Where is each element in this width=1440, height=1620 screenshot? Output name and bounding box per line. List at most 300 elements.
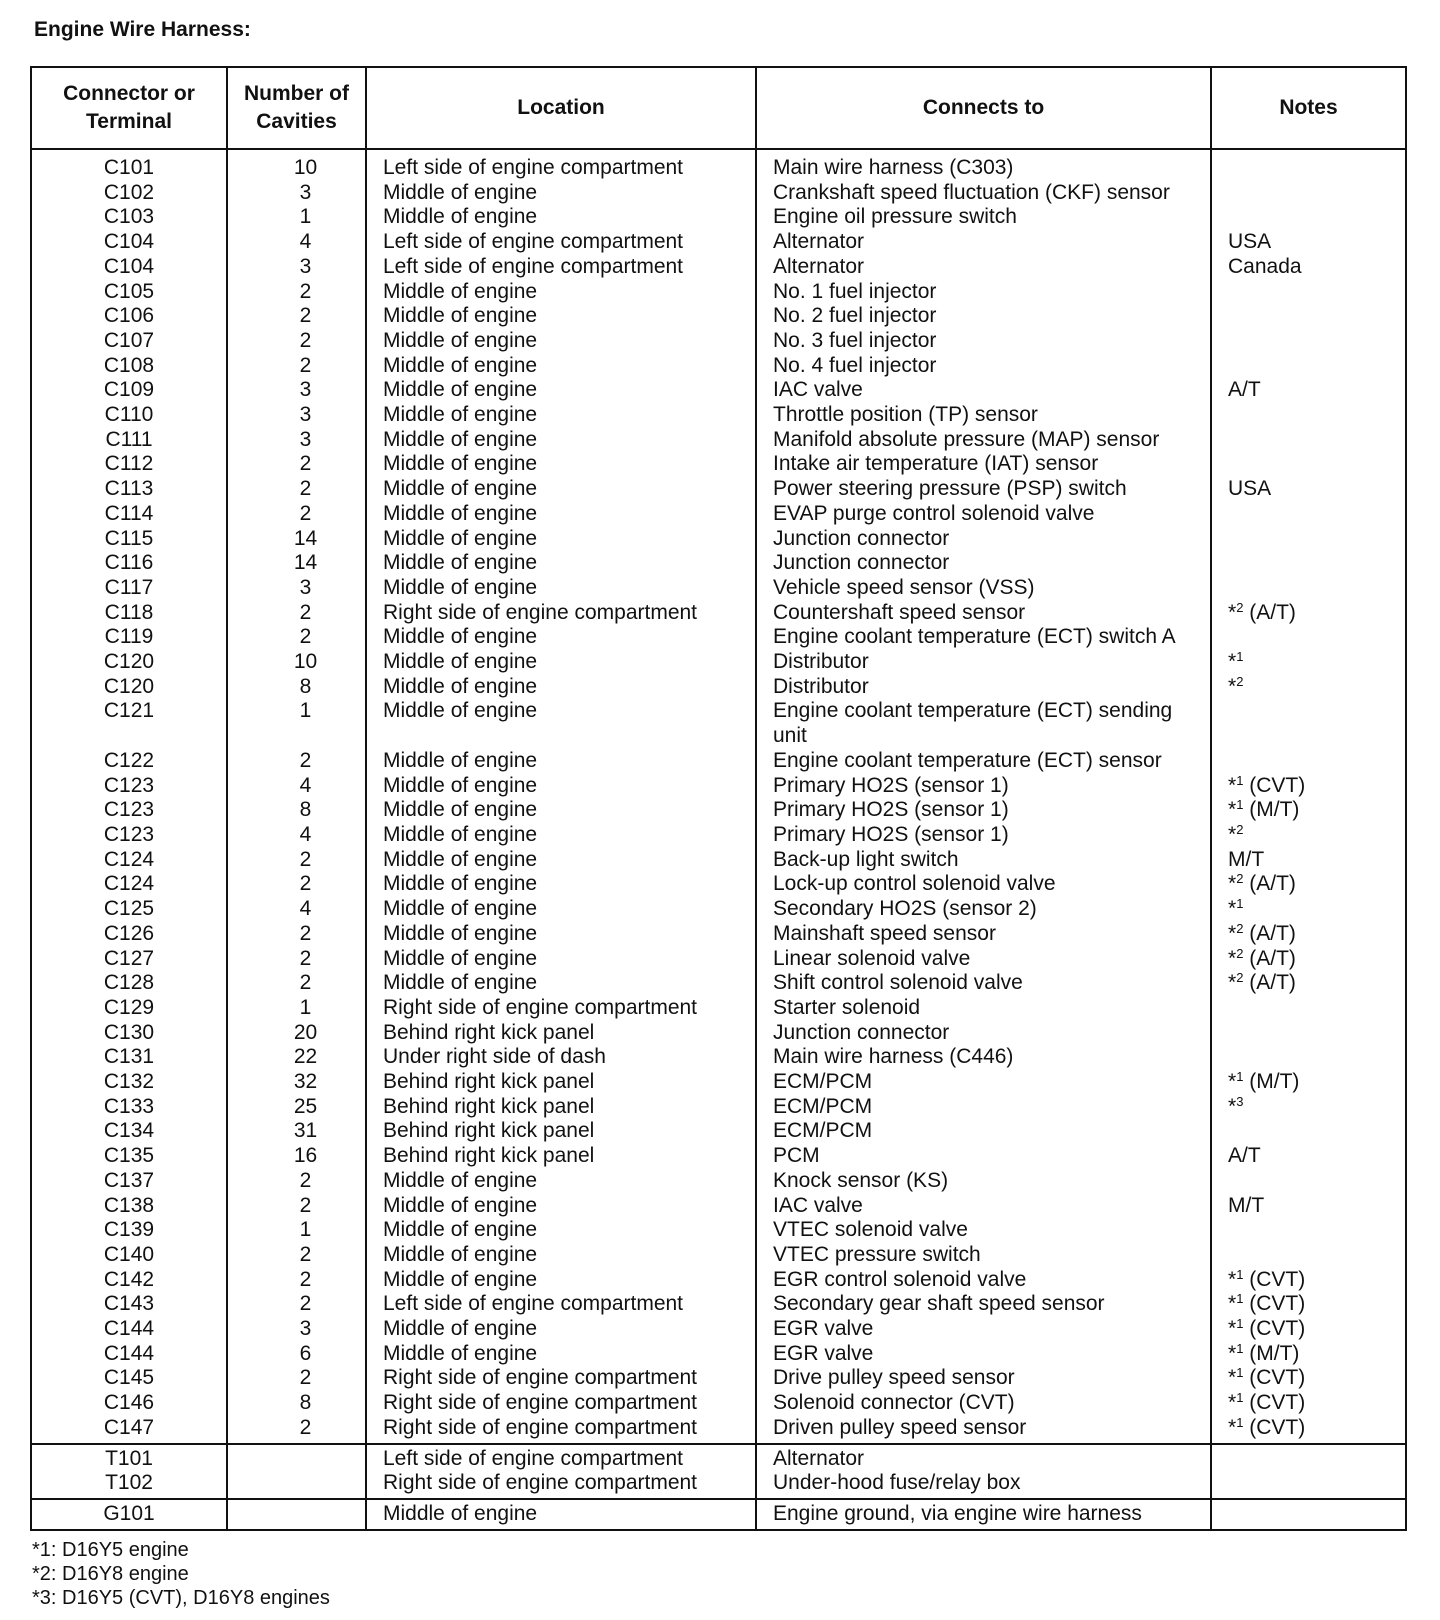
connector-cell: C123 bbox=[31, 798, 227, 823]
cavities-cell: 3 bbox=[227, 403, 366, 428]
cavities-cell: 25 bbox=[227, 1095, 366, 1120]
location-cell: Middle of engine bbox=[366, 1317, 756, 1342]
table-row bbox=[31, 1045, 1406, 1070]
cavities-cell: 2 bbox=[227, 601, 366, 626]
connector-cell: C122 bbox=[31, 749, 227, 774]
notes-cell bbox=[1211, 650, 1406, 675]
table-row bbox=[31, 823, 1406, 848]
notes-cell bbox=[1211, 280, 1406, 305]
location-cell: Middle of engine bbox=[366, 1243, 756, 1268]
table-row bbox=[31, 625, 1406, 650]
location-cell: Left side of engine compartment bbox=[366, 255, 756, 280]
connector-cell: C129 bbox=[31, 996, 227, 1021]
cavities-cell: 2 bbox=[227, 1268, 366, 1293]
footnote-3: *3: D16Y5 (CVT), D16Y8 engines bbox=[32, 1587, 330, 1609]
notes-cell bbox=[1211, 1144, 1406, 1169]
notes-cell bbox=[1211, 749, 1406, 774]
notes-cell bbox=[1211, 996, 1406, 1021]
table-row bbox=[31, 848, 1406, 873]
cavities-cell bbox=[227, 1471, 366, 1499]
cavities-cell: 1 bbox=[227, 996, 366, 1021]
connects-to-cell: EVAP purge control solenoid valve bbox=[756, 502, 1211, 527]
notes-text: *$^1$ (CVT) bbox=[1228, 772, 1306, 797]
connector-cell: C134 bbox=[31, 1119, 227, 1144]
footnotes bbox=[32, 1538, 330, 1610]
notes-cell bbox=[1211, 699, 1406, 748]
table-row bbox=[31, 1499, 1406, 1530]
table-row bbox=[31, 304, 1406, 329]
connects-to-cell: PCM bbox=[756, 1144, 1211, 1169]
notes-cell bbox=[1211, 502, 1406, 527]
cavities-cell: 2 bbox=[227, 1169, 366, 1194]
notes-cell bbox=[1211, 205, 1406, 230]
notes-cell bbox=[1211, 354, 1406, 379]
location-cell: Behind right kick panel bbox=[366, 1095, 756, 1120]
connects-to-cell: Junction connector bbox=[756, 1021, 1211, 1046]
connects-to-cell: EGR valve bbox=[756, 1317, 1211, 1342]
connector-cell: C123 bbox=[31, 823, 227, 848]
connector-cell: C114 bbox=[31, 502, 227, 527]
connector-cell: C109 bbox=[31, 378, 227, 403]
notes-cell bbox=[1211, 1070, 1406, 1095]
connects-to-cell: Alternator bbox=[756, 255, 1211, 280]
connector-cell: C142 bbox=[31, 1268, 227, 1293]
notes-text: *$^2$ (A/T) bbox=[1228, 871, 1296, 896]
notes-text: *$^1$ (CVT) bbox=[1228, 1266, 1306, 1291]
connects-to-cell: Vehicle speed sensor (VSS) bbox=[756, 576, 1211, 601]
cavities-cell: 2 bbox=[227, 1194, 366, 1219]
table-row bbox=[31, 403, 1406, 428]
connects-to-cell: Crankshaft speed fluctuation (CKF) sensor bbox=[756, 181, 1211, 206]
footnote-2: *2: D16Y8 engine bbox=[32, 1563, 189, 1585]
notes-cell bbox=[1211, 576, 1406, 601]
location-cell: Middle of engine bbox=[366, 477, 756, 502]
cavities-cell: 2 bbox=[227, 922, 366, 947]
location-cell: Middle of engine bbox=[366, 749, 756, 774]
notes-cell bbox=[1211, 798, 1406, 823]
location-cell: Right side of engine compartment bbox=[366, 996, 756, 1021]
connector-cell: C118 bbox=[31, 601, 227, 626]
connector-cell: C113 bbox=[31, 477, 227, 502]
notes-text: *$^1$ (CVT) bbox=[1228, 1390, 1306, 1415]
location-cell: Under right side of dash bbox=[366, 1045, 756, 1070]
location-cell: Middle of engine bbox=[366, 304, 756, 329]
connects-to-cell: Drive pulley speed sensor bbox=[756, 1366, 1211, 1391]
connects-to-cell: Main wire harness (C446) bbox=[756, 1045, 1211, 1070]
connector-cell: T102 bbox=[31, 1471, 227, 1499]
table-row bbox=[31, 428, 1406, 453]
cavities-cell: 2 bbox=[227, 848, 366, 873]
table-row bbox=[31, 1169, 1406, 1194]
table-row bbox=[31, 774, 1406, 799]
table-row bbox=[31, 872, 1406, 897]
table-row bbox=[31, 897, 1406, 922]
connector-cell: C130 bbox=[31, 1021, 227, 1046]
location-cell: Left side of engine compartment bbox=[366, 1292, 756, 1317]
cavities-cell: 4 bbox=[227, 230, 366, 255]
cavities-cell: 1 bbox=[227, 205, 366, 230]
connects-to-cell: Engine oil pressure switch bbox=[756, 205, 1211, 230]
connector-cell: C108 bbox=[31, 354, 227, 379]
connects-to-cell: Alternator bbox=[756, 230, 1211, 255]
table-row bbox=[31, 1144, 1406, 1169]
cavities-cell: 22 bbox=[227, 1045, 366, 1070]
connects-to-cell: Intake air temperature (IAT) sensor bbox=[756, 452, 1211, 477]
notes-cell bbox=[1211, 1391, 1406, 1416]
table-row bbox=[31, 1471, 1406, 1499]
connector-cell: C111 bbox=[31, 428, 227, 453]
cavities-cell: 2 bbox=[227, 304, 366, 329]
cavities-cell: 2 bbox=[227, 329, 366, 354]
cavities-cell: 2 bbox=[227, 477, 366, 502]
notes-text: *$^1$ (M/T) bbox=[1228, 797, 1300, 822]
connects-to-cell: Alternator bbox=[756, 1444, 1211, 1472]
cavities-cell: 2 bbox=[227, 872, 366, 897]
notes-cell bbox=[1211, 1471, 1406, 1499]
connects-to-cell: Distributor bbox=[756, 675, 1211, 700]
connector-cell: C104 bbox=[31, 255, 227, 280]
location-cell: Middle of engine bbox=[366, 527, 756, 552]
connector-cell: C135 bbox=[31, 1144, 227, 1169]
location-cell: Middle of engine bbox=[366, 848, 756, 873]
location-cell: Middle of engine bbox=[366, 1194, 756, 1219]
cavities-cell bbox=[227, 1499, 366, 1530]
notes-cell bbox=[1211, 329, 1406, 354]
table-row bbox=[31, 452, 1406, 477]
cavities-cell: 4 bbox=[227, 774, 366, 799]
table-row bbox=[31, 1366, 1406, 1391]
column-header-connects-to: Connects to bbox=[756, 67, 1211, 149]
table-row bbox=[31, 527, 1406, 552]
location-cell: Middle of engine bbox=[366, 403, 756, 428]
cavities-cell: 3 bbox=[227, 181, 366, 206]
location-cell: Middle of engine bbox=[366, 1268, 756, 1293]
connects-to-cell: Engine ground, via engine wire harness bbox=[756, 1499, 1211, 1530]
location-cell: Left side of engine compartment bbox=[366, 149, 756, 181]
page-title: Engine Wire Harness: bbox=[34, 18, 251, 41]
terminal-rows bbox=[31, 1444, 1406, 1499]
table-row bbox=[31, 1444, 1406, 1472]
notes-text: *$^3$ bbox=[1228, 1093, 1244, 1118]
notes-cell bbox=[1211, 897, 1406, 922]
column-header-notes: Notes bbox=[1211, 67, 1406, 149]
connects-to-cell: No. 3 fuel injector bbox=[756, 329, 1211, 354]
location-cell: Middle of engine bbox=[366, 354, 756, 379]
connects-to-cell: IAC valve bbox=[756, 378, 1211, 403]
connector-cell: C117 bbox=[31, 576, 227, 601]
notes-cell bbox=[1211, 947, 1406, 972]
connects-to-cell: Driven pulley speed sensor bbox=[756, 1416, 1211, 1444]
table-row bbox=[31, 996, 1406, 1021]
notes-cell bbox=[1211, 848, 1406, 873]
location-cell: Middle of engine bbox=[366, 798, 756, 823]
location-cell: Right side of engine compartment bbox=[366, 1416, 756, 1444]
table-row bbox=[31, 971, 1406, 996]
location-cell: Middle of engine bbox=[366, 452, 756, 477]
table-row bbox=[31, 1317, 1406, 1342]
notes-cell bbox=[1211, 625, 1406, 650]
connector-cell: C124 bbox=[31, 872, 227, 897]
location-cell: Right side of engine compartment bbox=[366, 1391, 756, 1416]
cavities-cell: 2 bbox=[227, 1416, 366, 1444]
connects-to-cell: Solenoid connector (CVT) bbox=[756, 1391, 1211, 1416]
connector-cell: C102 bbox=[31, 181, 227, 206]
cavities-cell: 32 bbox=[227, 1070, 366, 1095]
location-cell: Middle of engine bbox=[366, 947, 756, 972]
connects-to-cell: ECM/PCM bbox=[756, 1119, 1211, 1144]
connector-cell: C107 bbox=[31, 329, 227, 354]
notes-cell bbox=[1211, 230, 1406, 255]
notes-cell bbox=[1211, 1317, 1406, 1342]
table-row bbox=[31, 205, 1406, 230]
location-cell: Middle of engine bbox=[366, 872, 756, 897]
connector-cell: C147 bbox=[31, 1416, 227, 1444]
table-row bbox=[31, 576, 1406, 601]
connects-to-cell: No. 2 fuel injector bbox=[756, 304, 1211, 329]
connector-cell: C116 bbox=[31, 551, 227, 576]
connector-cell: C104 bbox=[31, 230, 227, 255]
cavities-cell: 2 bbox=[227, 1292, 366, 1317]
connects-to-cell: VTEC solenoid valve bbox=[756, 1218, 1211, 1243]
notes-text: M/T bbox=[1228, 847, 1265, 871]
notes-text: *$^1$ (CVT) bbox=[1228, 1291, 1306, 1316]
cavities-cell: 2 bbox=[227, 354, 366, 379]
table-row bbox=[31, 230, 1406, 255]
connects-to-cell: Countershaft speed sensor bbox=[756, 601, 1211, 626]
notes-cell bbox=[1211, 872, 1406, 897]
connector-cell: G101 bbox=[31, 1499, 227, 1530]
notes-cell bbox=[1211, 1444, 1406, 1472]
table-row bbox=[31, 1342, 1406, 1367]
harness-table bbox=[30, 66, 1405, 1531]
connects-to-cell: Throttle position (TP) sensor bbox=[756, 403, 1211, 428]
location-cell: Middle of engine bbox=[366, 1342, 756, 1367]
notes-cell bbox=[1211, 1095, 1406, 1120]
connector-cell: C101 bbox=[31, 149, 227, 181]
connects-to-cell: Back-up light switch bbox=[756, 848, 1211, 873]
cavities-cell: 1 bbox=[227, 699, 366, 748]
connector-cell: C123 bbox=[31, 774, 227, 799]
notes-cell bbox=[1211, 1119, 1406, 1144]
connector-cell: C124 bbox=[31, 848, 227, 873]
table-row bbox=[31, 1416, 1406, 1444]
cavities-cell: 10 bbox=[227, 650, 366, 675]
location-cell: Middle of engine bbox=[366, 205, 756, 230]
column-header-cavities: Number of Cavities bbox=[227, 67, 366, 149]
location-cell: Middle of engine bbox=[366, 922, 756, 947]
connects-to-cell: ECM/PCM bbox=[756, 1070, 1211, 1095]
notes-cell bbox=[1211, 477, 1406, 502]
location-cell: Middle of engine bbox=[366, 280, 756, 305]
table-row bbox=[31, 947, 1406, 972]
cavities-cell: 3 bbox=[227, 576, 366, 601]
location-cell: Middle of engine bbox=[366, 699, 756, 748]
connector-cell: C119 bbox=[31, 625, 227, 650]
cavities-cell: 6 bbox=[227, 1342, 366, 1367]
notes-text: *$^1$ (M/T) bbox=[1228, 1069, 1300, 1094]
table-row bbox=[31, 650, 1406, 675]
notes-text: *$^1$ (CVT) bbox=[1228, 1365, 1306, 1390]
connector-cell: C127 bbox=[31, 947, 227, 972]
table-row bbox=[31, 181, 1406, 206]
location-cell: Middle of engine bbox=[366, 576, 756, 601]
notes-cell bbox=[1211, 403, 1406, 428]
connects-to-cell: Power steering pressure (PSP) switch bbox=[756, 477, 1211, 502]
connects-to-cell: Distributor bbox=[756, 650, 1211, 675]
notes-cell bbox=[1211, 1268, 1406, 1293]
notes-text: M/T bbox=[1228, 1193, 1265, 1217]
notes-cell bbox=[1211, 181, 1406, 206]
location-cell: Middle of engine bbox=[366, 551, 756, 576]
table-row bbox=[31, 798, 1406, 823]
table-row bbox=[31, 502, 1406, 527]
notes-text: *$^1$ (CVT) bbox=[1228, 1316, 1306, 1341]
notes-cell bbox=[1211, 774, 1406, 799]
notes-cell bbox=[1211, 428, 1406, 453]
connector-cell: C138 bbox=[31, 1194, 227, 1219]
location-cell: Middle of engine bbox=[366, 971, 756, 996]
notes-text: *$^1$ bbox=[1228, 896, 1244, 921]
connects-to-cell: EGR control solenoid valve bbox=[756, 1268, 1211, 1293]
table-row bbox=[31, 1243, 1406, 1268]
notes-text: *$^1$ bbox=[1228, 649, 1244, 674]
notes-cell bbox=[1211, 452, 1406, 477]
notes-text: A/T bbox=[1228, 1144, 1261, 1168]
location-cell: Middle of engine bbox=[366, 181, 756, 206]
connector-cell: C121 bbox=[31, 699, 227, 748]
connects-to-cell: IAC valve bbox=[756, 1194, 1211, 1219]
connector-cell: T101 bbox=[31, 1444, 227, 1472]
notes-cell bbox=[1211, 527, 1406, 552]
connector-cell: C140 bbox=[31, 1243, 227, 1268]
connects-to-cell: Secondary HO2S (sensor 2) bbox=[756, 897, 1211, 922]
notes-cell bbox=[1211, 255, 1406, 280]
location-cell: Behind right kick panel bbox=[366, 1021, 756, 1046]
location-cell: Left side of engine compartment bbox=[366, 230, 756, 255]
location-cell: Behind right kick panel bbox=[366, 1070, 756, 1095]
cavities-cell: 4 bbox=[227, 897, 366, 922]
location-cell: Behind right kick panel bbox=[366, 1119, 756, 1144]
notes-text: *$^2$ (A/T) bbox=[1228, 945, 1296, 970]
location-cell: Middle of engine bbox=[366, 650, 756, 675]
connector-cell: C115 bbox=[31, 527, 227, 552]
notes-cell bbox=[1211, 922, 1406, 947]
notes-text: A/T bbox=[1228, 378, 1261, 402]
connects-to-cell: Primary HO2S (sensor 1) bbox=[756, 798, 1211, 823]
cavities-cell: 14 bbox=[227, 527, 366, 552]
notes-text: *$^2$ bbox=[1228, 673, 1244, 698]
table-row bbox=[31, 551, 1406, 576]
connector-cell: C139 bbox=[31, 1218, 227, 1243]
notes-cell bbox=[1211, 675, 1406, 700]
cavities-cell: 2 bbox=[227, 1366, 366, 1391]
notes-cell bbox=[1211, 1169, 1406, 1194]
notes-cell bbox=[1211, 1416, 1406, 1444]
notes-cell bbox=[1211, 601, 1406, 626]
ground-rows bbox=[31, 1499, 1406, 1530]
connects-to-cell: Primary HO2S (sensor 1) bbox=[756, 774, 1211, 799]
notes-text: Canada bbox=[1228, 254, 1302, 278]
connects-to-cell: Mainshaft speed sensor bbox=[756, 922, 1211, 947]
connects-to-cell: Main wire harness (C303) bbox=[756, 149, 1211, 181]
connector-cell: C105 bbox=[31, 280, 227, 305]
connects-to-cell: Junction connector bbox=[756, 527, 1211, 552]
table-row bbox=[31, 749, 1406, 774]
cavities-cell: 2 bbox=[227, 947, 366, 972]
connects-to-cell: Engine coolant temperature (ECT) sensor bbox=[756, 749, 1211, 774]
notes-cell bbox=[1211, 1194, 1406, 1219]
connector-cell: C112 bbox=[31, 452, 227, 477]
connects-to-cell: Engine coolant temperature (ECT) switch A bbox=[756, 625, 1211, 650]
connector-cell: C106 bbox=[31, 304, 227, 329]
connector-cell: C110 bbox=[31, 403, 227, 428]
table-row bbox=[31, 378, 1406, 403]
connector-cell: C120 bbox=[31, 675, 227, 700]
cavities-cell: 3 bbox=[227, 378, 366, 403]
notes-cell bbox=[1211, 1366, 1406, 1391]
connects-to-cell: Shift control solenoid valve bbox=[756, 971, 1211, 996]
cavities-cell bbox=[227, 1444, 366, 1472]
connects-to-cell: Knock sensor (KS) bbox=[756, 1169, 1211, 1194]
notes-cell bbox=[1211, 823, 1406, 848]
notes-cell bbox=[1211, 551, 1406, 576]
table-row bbox=[31, 1070, 1406, 1095]
cavities-cell: 31 bbox=[227, 1119, 366, 1144]
cavities-cell: 16 bbox=[227, 1144, 366, 1169]
location-cell: Middle of engine bbox=[366, 774, 756, 799]
table-row bbox=[31, 477, 1406, 502]
notes-text: *$^2$ bbox=[1228, 821, 1244, 846]
cavities-cell: 2 bbox=[227, 625, 366, 650]
table-row bbox=[31, 1119, 1406, 1144]
connector-cell: C133 bbox=[31, 1095, 227, 1120]
connects-to-cell: Engine coolant temperature (ECT) sending unit bbox=[756, 699, 1211, 748]
connects-to-cell: Under-hood fuse/relay box bbox=[756, 1471, 1211, 1499]
table-row bbox=[31, 601, 1406, 626]
notes-cell bbox=[1211, 378, 1406, 403]
location-cell: Middle of engine bbox=[366, 329, 756, 354]
notes-text: USA bbox=[1228, 477, 1272, 501]
table-row bbox=[31, 1268, 1406, 1293]
notes-cell bbox=[1211, 1292, 1406, 1317]
notes-cell bbox=[1211, 1243, 1406, 1268]
location-cell: Middle of engine bbox=[366, 502, 756, 527]
connector-rows bbox=[31, 149, 1406, 1444]
table-row bbox=[31, 699, 1406, 748]
connector-cell: C144 bbox=[31, 1317, 227, 1342]
notes-cell bbox=[1211, 1499, 1406, 1530]
footnote-1: *1: D16Y5 engine bbox=[32, 1539, 189, 1561]
connector-cell: C120 bbox=[31, 650, 227, 675]
cavities-cell: 3 bbox=[227, 255, 366, 280]
connects-to-cell: Lock-up control solenoid valve bbox=[756, 872, 1211, 897]
connects-to-cell: Secondary gear shaft speed sensor bbox=[756, 1292, 1211, 1317]
notes-text: *$^1$ (M/T) bbox=[1228, 1340, 1300, 1365]
connects-to-cell: ECM/PCM bbox=[756, 1095, 1211, 1120]
table-header-row bbox=[31, 67, 1406, 149]
column-header-connector: Connector or Terminal bbox=[31, 67, 227, 149]
location-cell: Left side of engine compartment bbox=[366, 1444, 756, 1472]
cavities-cell: 2 bbox=[227, 452, 366, 477]
notes-cell bbox=[1211, 1021, 1406, 1046]
cavities-cell: 2 bbox=[227, 971, 366, 996]
location-cell: Right side of engine compartment bbox=[366, 601, 756, 626]
table-row bbox=[31, 1095, 1406, 1120]
location-cell: Middle of engine bbox=[366, 428, 756, 453]
notes-text: USA bbox=[1228, 230, 1272, 254]
cavities-cell: 2 bbox=[227, 749, 366, 774]
cavities-cell: 8 bbox=[227, 798, 366, 823]
